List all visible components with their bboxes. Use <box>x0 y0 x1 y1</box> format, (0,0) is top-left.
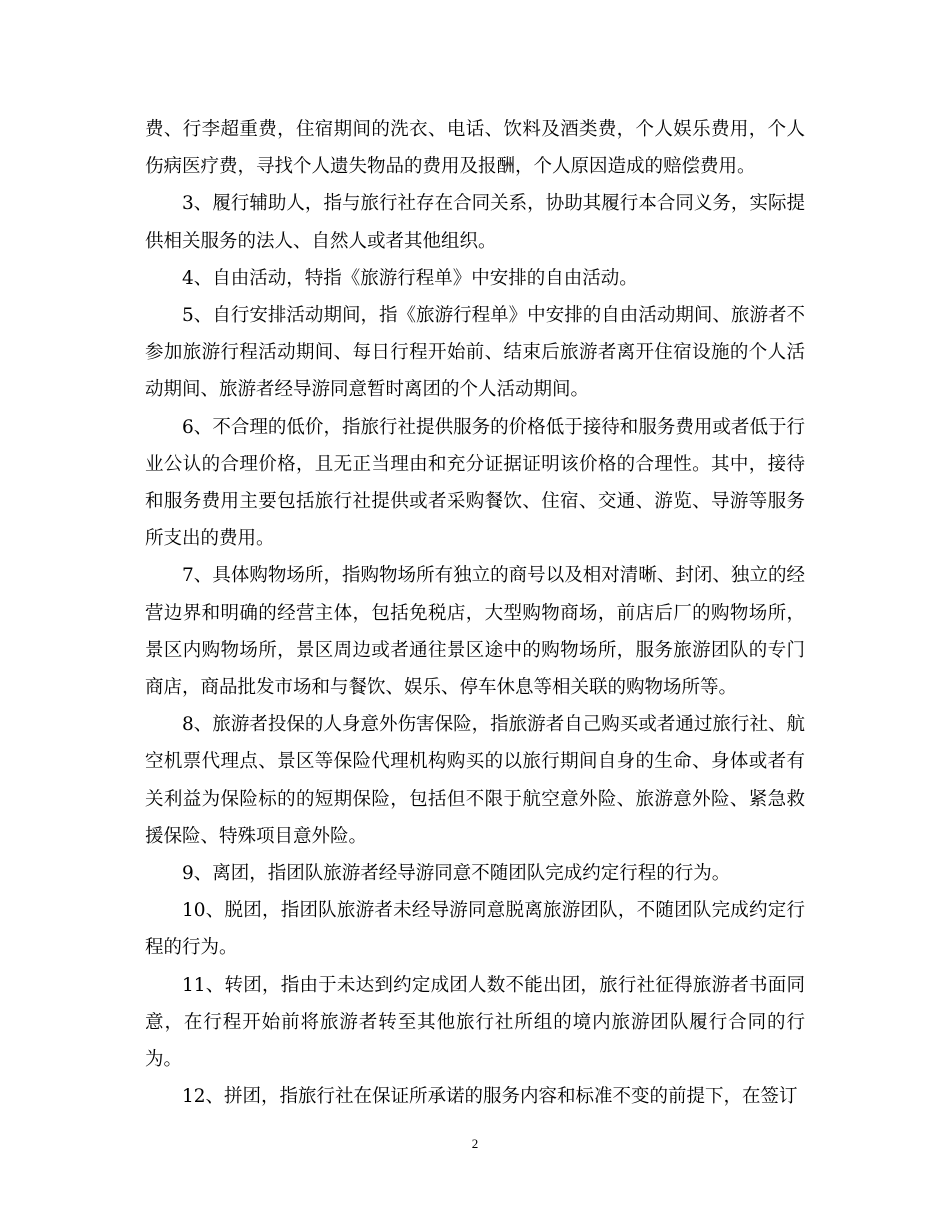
paragraph-clause-3: 3、履行辅助人，指与旅行社存在合同关系，协助其履行本合同义务，实际提供相关服务的法人、自然人或者其他组织。 <box>145 193 805 252</box>
paragraph-clause-9: 9、离团，指团队旅游者经导游同意不随团队完成约定行程的行为。 <box>182 863 731 885</box>
document-body <box>145 111 805 1115</box>
paragraph-clause-5: 5、自行安排活动期间，指《旅游行程单》中安排的自由活动期间、旅游者不参加旅游行程活动期间、每日行程开始前、结束后旅游者离开住宿设施的个人活动期间、旅游者经导游同意暂时离团的个人活动期间。 <box>145 305 805 401</box>
paragraph-fee-continuation: 费、行李超重费，住宿期间的洗衣、电话、饮料及酒类费，个人娱乐费用，个人伤病医疗费，寻找个人遗失物品的费用及报酬，个人原因造成的赔偿费用。 <box>145 119 805 178</box>
paragraph-clause-8: 8、旅游者投保的人身意外伤害保险，指旅游者自己购买或者通过旅行社、航空机票代理点、景区等保险代理机构购买的以旅行期间自身的生命、身体或者有关利益为保险标的的短期保险，包括但不限于航空意外险、旅游意外险、紧急救援保险、特殊项目意外险。 <box>145 714 805 847</box>
paragraph-clause-11: 11、转团，指由于未达到约定成团人数不能出团，旅行社征得旅游者书面同意，在行程开始前将旅游者转至其他旅行社所组的境内旅游团队履行合同的行为。 <box>145 974 805 1071</box>
paragraph-clause-4: 4、自由活动，特指《旅游行程单》中安排的自由活动。 <box>182 267 638 289</box>
page-number: 2 <box>471 1136 479 1151</box>
paragraph-clause-6: 6、不合理的低价，指旅行社提供服务的价格低于接待和服务费用或者低于行业公认的合理价格，且无正当理由和充分证据证明该价格的合理性。其中，接待和服务费用主要包括旅行社提供或者采购餐饮、住宿、交通、游览、导游等服务所支出的费用。 <box>145 416 805 550</box>
paragraph-clause-12: 12、拼团，指旅行社在保证所承诺的服务内容和标准不变的前提下，在签订 <box>182 1086 798 1108</box>
paragraph-clause-7: 7、具体购物场所，指购物场所有独立的商号以及相对清晰、封闭、独立的经营边界和明确的经营主体，包括免税店，大型购物商场，前店后厂的购物场所，景区内购物场所，景区周边或者通往景区途中的购物场所，服务旅游团队的专门商店，商品批发市场和与餐饮、娱乐、停车休息等相关联的购物场所等。 <box>145 565 805 699</box>
paragraph-clause-10: 10、脱团，指团队旅游者未经导游同意脱离旅游团队，不随团队完成约定行程的行为。 <box>145 900 805 959</box>
